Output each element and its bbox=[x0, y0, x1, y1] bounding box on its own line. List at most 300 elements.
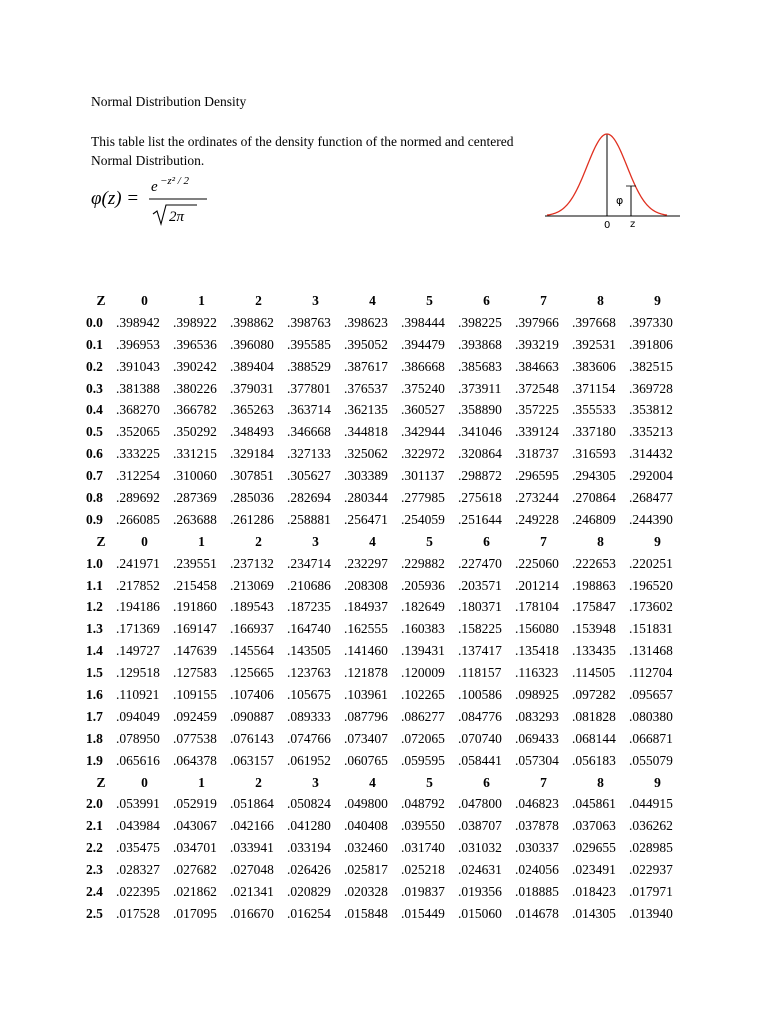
header-digit-cell: 9 bbox=[654, 533, 661, 549]
density-value-cell: .215458 bbox=[173, 577, 217, 593]
header-digit-cell: 5 bbox=[426, 533, 433, 549]
density-value-cell: .039550 bbox=[401, 818, 445, 834]
density-value-cell: .398862 bbox=[230, 314, 274, 330]
density-value-cell: .125665 bbox=[230, 665, 274, 681]
density-value-cell: .380226 bbox=[173, 380, 217, 396]
density-value-cell: .048792 bbox=[401, 796, 445, 812]
density-value-cell: .393868 bbox=[458, 336, 502, 352]
density-value-cell: .369728 bbox=[629, 380, 673, 396]
header-digit-cell: 3 bbox=[312, 292, 319, 308]
density-value-cell: .397330 bbox=[629, 314, 673, 330]
density-value-cell: .121878 bbox=[344, 665, 388, 681]
density-value-cell: .045861 bbox=[572, 796, 616, 812]
density-value-cell: .098925 bbox=[515, 686, 559, 702]
density-value-cell: .375240 bbox=[401, 380, 445, 396]
density-value-cell: .391806 bbox=[629, 336, 673, 352]
table-row bbox=[86, 596, 686, 618]
table-row bbox=[86, 793, 686, 815]
density-value-cell: .123763 bbox=[287, 665, 331, 681]
density-value-cell: .180371 bbox=[458, 599, 502, 615]
density-value-cell: .301137 bbox=[401, 468, 445, 484]
table-row bbox=[86, 443, 686, 465]
density-value-cell: .015060 bbox=[458, 905, 502, 921]
density-value-cell: .175847 bbox=[572, 599, 616, 615]
density-value-cell: .034701 bbox=[173, 840, 217, 856]
density-value-cell: .053991 bbox=[116, 796, 160, 812]
row-z-value: 1.0 bbox=[86, 555, 103, 571]
density-value-cell: .249228 bbox=[515, 511, 559, 527]
table-row bbox=[86, 903, 686, 925]
header-digit-cell: 8 bbox=[597, 292, 604, 308]
density-value-cell: .398922 bbox=[173, 314, 217, 330]
density-value-cell: .189543 bbox=[230, 599, 274, 615]
header-digit-cell: 8 bbox=[597, 774, 604, 790]
density-value-cell: .220251 bbox=[629, 555, 673, 571]
density-value-cell: .227470 bbox=[458, 555, 502, 571]
density-value-cell: .385683 bbox=[458, 358, 502, 374]
header-digit-cell: 8 bbox=[597, 533, 604, 549]
density-value-cell: .389404 bbox=[230, 358, 274, 374]
density-value-cell: .398623 bbox=[344, 314, 388, 330]
density-value-cell: .396953 bbox=[116, 336, 160, 352]
density-value-cell: .182649 bbox=[401, 599, 445, 615]
density-value-cell: .030337 bbox=[515, 840, 559, 856]
density-value-cell: .033941 bbox=[230, 840, 274, 856]
row-z-value: 0.1 bbox=[86, 336, 103, 352]
density-value-cell: .229882 bbox=[401, 555, 445, 571]
density-value-cell: .331215 bbox=[173, 446, 217, 462]
density-value-cell: .105675 bbox=[287, 686, 331, 702]
density-value-cell: .060765 bbox=[344, 752, 388, 768]
header-z-cell: Z bbox=[96, 774, 106, 790]
density-value-cell: .074766 bbox=[287, 730, 331, 746]
density-value-cell: .089333 bbox=[287, 708, 331, 724]
density-value-cell: .116323 bbox=[515, 665, 559, 681]
density-value-cell: .027048 bbox=[230, 862, 274, 878]
density-value-cell: .151831 bbox=[629, 621, 673, 637]
density-value-cell: .275618 bbox=[458, 489, 502, 505]
density-value-cell: .055079 bbox=[629, 752, 673, 768]
table-row bbox=[86, 728, 686, 750]
density-value-cell: .387617 bbox=[344, 358, 388, 374]
density-value-cell: .397668 bbox=[572, 314, 616, 330]
density-value-cell: .341046 bbox=[458, 424, 502, 440]
density-value-cell: .027682 bbox=[173, 862, 217, 878]
density-value-cell: .081828 bbox=[572, 708, 616, 724]
density-value-cell: .018423 bbox=[572, 883, 616, 899]
density-value-cell: .021862 bbox=[173, 883, 217, 899]
density-value-cell: .350292 bbox=[173, 424, 217, 440]
density-value-cell: .377801 bbox=[287, 380, 331, 396]
table-row bbox=[86, 684, 686, 706]
density-value-cell: .371154 bbox=[572, 380, 616, 396]
density-table bbox=[86, 290, 686, 925]
density-value-cell: .114505 bbox=[572, 665, 616, 681]
density-value-cell: .127583 bbox=[173, 665, 217, 681]
density-value-cell: .362135 bbox=[344, 402, 388, 418]
density-value-cell: .056183 bbox=[572, 752, 616, 768]
row-z-value: 1.6 bbox=[86, 686, 103, 702]
density-value-cell: .015848 bbox=[344, 905, 388, 921]
density-value-cell: .141460 bbox=[344, 643, 388, 659]
density-value-cell: .322972 bbox=[401, 446, 445, 462]
density-value-cell: .031740 bbox=[401, 840, 445, 856]
density-value-cell: .397966 bbox=[515, 314, 559, 330]
density-value-cell: .014305 bbox=[572, 905, 616, 921]
table-header-row bbox=[86, 290, 686, 312]
table-row bbox=[86, 553, 686, 575]
row-z-value: 0.2 bbox=[86, 358, 103, 374]
density-value-cell: .019837 bbox=[401, 883, 445, 899]
density-value-cell: .357225 bbox=[515, 402, 559, 418]
density-value-cell: .035475 bbox=[116, 840, 160, 856]
density-value-cell: .258881 bbox=[287, 511, 331, 527]
density-value-cell: .270864 bbox=[572, 489, 616, 505]
header-digit-cell: 7 bbox=[540, 774, 547, 790]
row-z-value: 0.8 bbox=[86, 489, 103, 505]
header-digit-cell: 3 bbox=[312, 533, 319, 549]
density-value-cell: .052919 bbox=[173, 796, 217, 812]
density-value-cell: .314432 bbox=[629, 446, 673, 462]
table-header-row bbox=[86, 531, 686, 553]
density-value-cell: .376537 bbox=[344, 380, 388, 396]
density-value-cell: .325062 bbox=[344, 446, 388, 462]
density-value-cell: .032460 bbox=[344, 840, 388, 856]
density-value-cell: .092459 bbox=[173, 708, 217, 724]
density-value-cell: .068144 bbox=[572, 730, 616, 746]
density-value-cell: .022937 bbox=[629, 862, 673, 878]
density-value-cell: .040408 bbox=[344, 818, 388, 834]
density-value-cell: .366782 bbox=[173, 402, 217, 418]
density-value-cell: .398763 bbox=[287, 314, 331, 330]
density-value-cell: .239551 bbox=[173, 555, 217, 571]
zero-label: 0 bbox=[604, 220, 611, 230]
density-value-cell: .069433 bbox=[515, 730, 559, 746]
density-value-cell: .316593 bbox=[572, 446, 616, 462]
density-value-cell: .156080 bbox=[515, 621, 559, 637]
table-row bbox=[86, 575, 686, 597]
header-digit-cell: 4 bbox=[369, 774, 376, 790]
density-value-cell: .394479 bbox=[401, 336, 445, 352]
density-value-cell: .019356 bbox=[458, 883, 502, 899]
density-value-cell: .296595 bbox=[515, 468, 559, 484]
density-value-cell: .063157 bbox=[230, 752, 274, 768]
row-z-value: 1.3 bbox=[86, 621, 103, 637]
density-value-cell: .017095 bbox=[173, 905, 217, 921]
density-value-cell: .153948 bbox=[572, 621, 616, 637]
table-row bbox=[86, 312, 686, 334]
density-value-cell: .077538 bbox=[173, 730, 217, 746]
density-formula bbox=[89, 170, 229, 230]
density-value-cell: .395052 bbox=[344, 336, 388, 352]
row-z-value: 1.9 bbox=[86, 752, 103, 768]
table-row bbox=[86, 618, 686, 640]
density-value-cell: .025817 bbox=[344, 862, 388, 878]
density-value-cell: .210686 bbox=[287, 577, 331, 593]
density-value-cell: .282694 bbox=[287, 489, 331, 505]
density-value-cell: .076143 bbox=[230, 730, 274, 746]
density-value-cell: .143505 bbox=[287, 643, 331, 659]
density-value-cell: .038707 bbox=[458, 818, 502, 834]
density-value-cell: .087796 bbox=[344, 708, 388, 724]
header-digit-cell: 1 bbox=[198, 774, 205, 790]
header-digit-cell: 6 bbox=[483, 292, 490, 308]
z-label: z bbox=[630, 219, 636, 230]
table-row bbox=[86, 509, 686, 531]
density-value-cell: .287369 bbox=[173, 489, 217, 505]
density-value-cell: .090887 bbox=[230, 708, 274, 724]
table-row bbox=[86, 465, 686, 487]
density-value-cell: .335213 bbox=[629, 424, 673, 440]
table-row bbox=[86, 706, 686, 728]
density-value-cell: .251644 bbox=[458, 511, 502, 527]
density-value-cell: .065616 bbox=[116, 752, 160, 768]
intro-paragraph: This table list the ordinates of the density function of the normed and centered Normal Distribution. bbox=[91, 134, 514, 168]
density-value-cell: .107406 bbox=[230, 686, 274, 702]
density-value-cell: .086277 bbox=[401, 708, 445, 724]
density-value-cell: .344818 bbox=[344, 424, 388, 440]
density-value-cell: .100586 bbox=[458, 686, 502, 702]
row-z-value: 0.6 bbox=[86, 446, 103, 462]
density-value-cell: .147639 bbox=[173, 643, 217, 659]
density-value-cell: .273244 bbox=[515, 489, 559, 505]
density-value-cell: .222653 bbox=[572, 555, 616, 571]
density-value-cell: .149727 bbox=[116, 643, 160, 659]
table-row bbox=[86, 640, 686, 662]
density-value-cell: .305627 bbox=[287, 468, 331, 484]
density-value-cell: .064378 bbox=[173, 752, 217, 768]
row-z-value: 2.2 bbox=[86, 840, 103, 856]
density-value-cell: .080380 bbox=[629, 708, 673, 724]
density-value-cell: .395585 bbox=[287, 336, 331, 352]
row-z-value: 0.3 bbox=[86, 380, 103, 396]
density-value-cell: .112704 bbox=[629, 665, 673, 681]
density-value-cell: .171369 bbox=[116, 621, 160, 637]
density-value-cell: .061952 bbox=[287, 752, 331, 768]
density-value-cell: .312254 bbox=[116, 468, 160, 484]
header-digit-cell: 1 bbox=[198, 533, 205, 549]
density-value-cell: .129518 bbox=[116, 665, 160, 681]
density-value-cell: .028985 bbox=[629, 840, 673, 856]
density-value-cell: .103961 bbox=[344, 686, 388, 702]
density-value-cell: .327133 bbox=[287, 446, 331, 462]
density-value-cell: .289692 bbox=[116, 489, 160, 505]
density-value-cell: .191860 bbox=[173, 599, 217, 615]
density-value-cell: .348493 bbox=[230, 424, 274, 440]
density-value-cell: .358890 bbox=[458, 402, 502, 418]
density-value-cell: .384663 bbox=[515, 358, 559, 374]
header-digit-cell: 6 bbox=[483, 774, 490, 790]
row-z-value: 1.2 bbox=[86, 599, 103, 615]
density-value-cell: .131468 bbox=[629, 643, 673, 659]
header-digit-cell: 9 bbox=[654, 292, 661, 308]
density-value-cell: .109155 bbox=[173, 686, 217, 702]
density-value-cell: .298872 bbox=[458, 468, 502, 484]
density-value-cell: .072065 bbox=[401, 730, 445, 746]
table-row bbox=[86, 487, 686, 509]
density-value-cell: .120009 bbox=[401, 665, 445, 681]
density-value-cell: .246809 bbox=[572, 511, 616, 527]
density-value-cell: .058441 bbox=[458, 752, 502, 768]
density-value-cell: .018885 bbox=[515, 883, 559, 899]
density-value-cell: .382515 bbox=[629, 358, 673, 374]
density-value-cell: .037878 bbox=[515, 818, 559, 834]
density-value-cell: .070740 bbox=[458, 730, 502, 746]
density-value-cell: .261286 bbox=[230, 511, 274, 527]
density-value-cell: .078950 bbox=[116, 730, 160, 746]
table-row bbox=[86, 750, 686, 772]
density-value-cell: .386668 bbox=[401, 358, 445, 374]
density-value-cell: .041280 bbox=[287, 818, 331, 834]
header-digit-cell: 1 bbox=[198, 292, 205, 308]
density-value-cell: .021341 bbox=[230, 883, 274, 899]
density-value-cell: .294305 bbox=[572, 468, 616, 484]
density-value-cell: .256471 bbox=[344, 511, 388, 527]
density-value-cell: .320864 bbox=[458, 446, 502, 462]
header-digit-cell: 3 bbox=[312, 774, 319, 790]
density-value-cell: .318737 bbox=[515, 446, 559, 462]
header-digit-cell: 7 bbox=[540, 533, 547, 549]
density-value-cell: .285036 bbox=[230, 489, 274, 505]
density-value-cell: .280344 bbox=[344, 489, 388, 505]
density-value-cell: .363714 bbox=[287, 402, 331, 418]
density-value-cell: .036262 bbox=[629, 818, 673, 834]
density-value-cell: .372548 bbox=[515, 380, 559, 396]
density-value-cell: .043984 bbox=[116, 818, 160, 834]
density-value-cell: .016670 bbox=[230, 905, 274, 921]
density-value-cell: .044915 bbox=[629, 796, 673, 812]
density-value-cell: .203571 bbox=[458, 577, 502, 593]
row-z-value: 1.5 bbox=[86, 665, 103, 681]
density-value-cell: .254059 bbox=[401, 511, 445, 527]
row-z-value: 2.1 bbox=[86, 818, 103, 834]
density-value-cell: .398942 bbox=[116, 314, 160, 330]
density-value-cell: .037063 bbox=[572, 818, 616, 834]
table-row bbox=[86, 356, 686, 378]
density-value-cell: .379031 bbox=[230, 380, 274, 396]
density-value-cell: .043067 bbox=[173, 818, 217, 834]
density-value-cell: .241971 bbox=[116, 555, 160, 571]
table-row bbox=[86, 837, 686, 859]
density-value-cell: .266085 bbox=[116, 511, 160, 527]
table-row bbox=[86, 662, 686, 684]
density-value-cell: .016254 bbox=[287, 905, 331, 921]
density-value-cell: .396536 bbox=[173, 336, 217, 352]
header-digit-cell: 0 bbox=[141, 292, 148, 308]
density-value-cell: .020328 bbox=[344, 883, 388, 899]
density-value-cell: .392531 bbox=[572, 336, 616, 352]
density-value-cell: .398444 bbox=[401, 314, 445, 330]
density-value-cell: .145564 bbox=[230, 643, 274, 659]
density-value-cell: .024631 bbox=[458, 862, 502, 878]
density-value-cell: .393219 bbox=[515, 336, 559, 352]
density-value-cell: .205936 bbox=[401, 577, 445, 593]
table-row bbox=[86, 815, 686, 837]
density-value-cell: .173602 bbox=[629, 599, 673, 615]
density-value-cell: .028327 bbox=[116, 862, 160, 878]
density-value-cell: .368270 bbox=[116, 402, 160, 418]
density-value-cell: .023491 bbox=[572, 862, 616, 878]
density-value-cell: .133435 bbox=[572, 643, 616, 659]
density-value-cell: .137417 bbox=[458, 643, 502, 659]
formula-numerator-exponent: −z² / 2 bbox=[160, 175, 190, 187]
header-digit-cell: 4 bbox=[369, 292, 376, 308]
density-value-cell: .310060 bbox=[173, 468, 217, 484]
density-value-cell: .169147 bbox=[173, 621, 217, 637]
density-value-cell: .339124 bbox=[515, 424, 559, 440]
density-value-cell: .178104 bbox=[515, 599, 559, 615]
density-value-cell: .225060 bbox=[515, 555, 559, 571]
table-header-row bbox=[86, 772, 686, 794]
header-digit-cell: 0 bbox=[141, 533, 148, 549]
row-z-value: 1.4 bbox=[86, 643, 103, 659]
header-digit-cell: 2 bbox=[255, 292, 262, 308]
density-value-cell: .042166 bbox=[230, 818, 274, 834]
density-value-cell: .066871 bbox=[629, 730, 673, 746]
table-row bbox=[86, 881, 686, 903]
density-value-cell: .084776 bbox=[458, 708, 502, 724]
density-value-cell: .097282 bbox=[572, 686, 616, 702]
density-value-cell: .208308 bbox=[344, 577, 388, 593]
density-value-cell: .015449 bbox=[401, 905, 445, 921]
density-value-cell: .292004 bbox=[629, 468, 673, 484]
density-value-cell: .110921 bbox=[116, 686, 160, 702]
table-row bbox=[86, 421, 686, 443]
density-value-cell: .017971 bbox=[629, 883, 673, 899]
table-row bbox=[86, 378, 686, 400]
header-digit-cell: 2 bbox=[255, 533, 262, 549]
density-value-cell: .118157 bbox=[458, 665, 502, 681]
density-value-cell: .234714 bbox=[287, 555, 331, 571]
row-z-value: 0.0 bbox=[86, 314, 103, 330]
density-value-cell: .346668 bbox=[287, 424, 331, 440]
density-value-cell: .029655 bbox=[572, 840, 616, 856]
density-value-cell: .049800 bbox=[344, 796, 388, 812]
row-z-value: 2.5 bbox=[86, 905, 103, 921]
density-value-cell: .026426 bbox=[287, 862, 331, 878]
density-value-cell: .050824 bbox=[287, 796, 331, 812]
density-value-cell: .083293 bbox=[515, 708, 559, 724]
density-value-cell: .263688 bbox=[173, 511, 217, 527]
density-value-cell: .014678 bbox=[515, 905, 559, 921]
density-value-cell: .342944 bbox=[401, 424, 445, 440]
density-value-cell: .033194 bbox=[287, 840, 331, 856]
density-value-cell: .057304 bbox=[515, 752, 559, 768]
density-value-cell: .353812 bbox=[629, 402, 673, 418]
density-value-cell: .031032 bbox=[458, 840, 502, 856]
table-row bbox=[86, 399, 686, 421]
density-value-cell: .365263 bbox=[230, 402, 274, 418]
density-value-cell: .303389 bbox=[344, 468, 388, 484]
density-value-cell: .213069 bbox=[230, 577, 274, 593]
density-value-cell: .046823 bbox=[515, 796, 559, 812]
density-value-cell: .237132 bbox=[230, 555, 274, 571]
header-z-cell: Z bbox=[96, 292, 106, 308]
density-value-cell: .268477 bbox=[629, 489, 673, 505]
formula-numerator-base: e bbox=[151, 179, 158, 195]
density-value-cell: .024056 bbox=[515, 862, 559, 878]
density-value-cell: .383606 bbox=[572, 358, 616, 374]
density-value-cell: .391043 bbox=[116, 358, 160, 374]
table-row bbox=[86, 859, 686, 881]
density-value-cell: .184937 bbox=[344, 599, 388, 615]
density-value-cell: .073407 bbox=[344, 730, 388, 746]
row-z-value: 0.5 bbox=[86, 424, 103, 440]
header-digit-cell: 6 bbox=[483, 533, 490, 549]
density-value-cell: .095657 bbox=[629, 686, 673, 702]
formula-lhs: φ(z) = bbox=[91, 188, 140, 209]
density-value-cell: .196520 bbox=[629, 577, 673, 593]
